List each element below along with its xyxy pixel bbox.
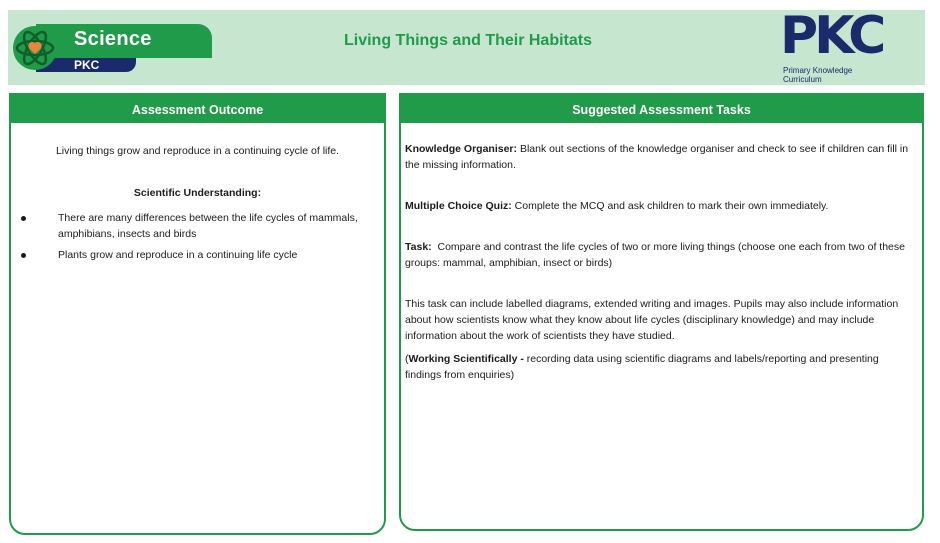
suggested-tasks-panel [399,93,924,531]
knowledge-organiser-task: Knowledge Organiser: Blank out sections of the knowledge organiser and check to see if children can fill in the missing information. [405,143,909,171]
pkc-logo-subtitle: Primary Knowledge Curriculum [783,66,853,84]
bullet-icon [21,216,26,221]
pkc-logo-wordmark: PKC [780,6,883,66]
task-extra-info: This task can include labelled diagrams, extended writing and images. Pupils may also include information about how scientists know what they know about life cycles (disciplinary knowledge) and may include information about the work of scientists they have studied. [405,298,899,342]
multiple-choice-quiz-task: Multiple Choice Quiz: Complete the MCQ and ask children to mark their own immediately. [405,200,829,212]
suggested-tasks-heading: Suggested Assessment Tasks [401,95,922,123]
outcome-statement: Living things grow and reproduce in a continuing cycle of life. [55,145,340,157]
working-scientifically-note: (Working Scientifically - recording data using scientific diagrams and labels/reporting and presenting findings from enquiries) [405,353,879,381]
bullet-icon [21,253,26,258]
assessment-outcome-heading: Assessment Outcome [11,95,384,123]
compare-contrast-task: Task: Compare and contrast the life cycles of two or more living things (choose one each from two of these groups: mammal, amphibian, insect or birds) [405,241,908,269]
understanding-list [21,210,374,263]
scientific-understanding-heading: Scientific Understanding: [133,187,262,199]
list-item: Plants grow and reproduce in a continuing life cycle [21,247,374,263]
list-item: There are many differences between the life cycles of mammals, amphibians, insects and birds [21,210,374,242]
atom-heart-icon [12,24,58,72]
badge-pkc-label: PKC [74,58,100,72]
assessment-outcome-panel [9,93,386,535]
page-title: Living Things and Their Habitats [343,32,592,49]
badge-science-label: Science [74,28,152,50]
science-pkc-badge [12,24,212,72]
pkc-logo [780,6,910,84]
header-band [8,6,925,85]
